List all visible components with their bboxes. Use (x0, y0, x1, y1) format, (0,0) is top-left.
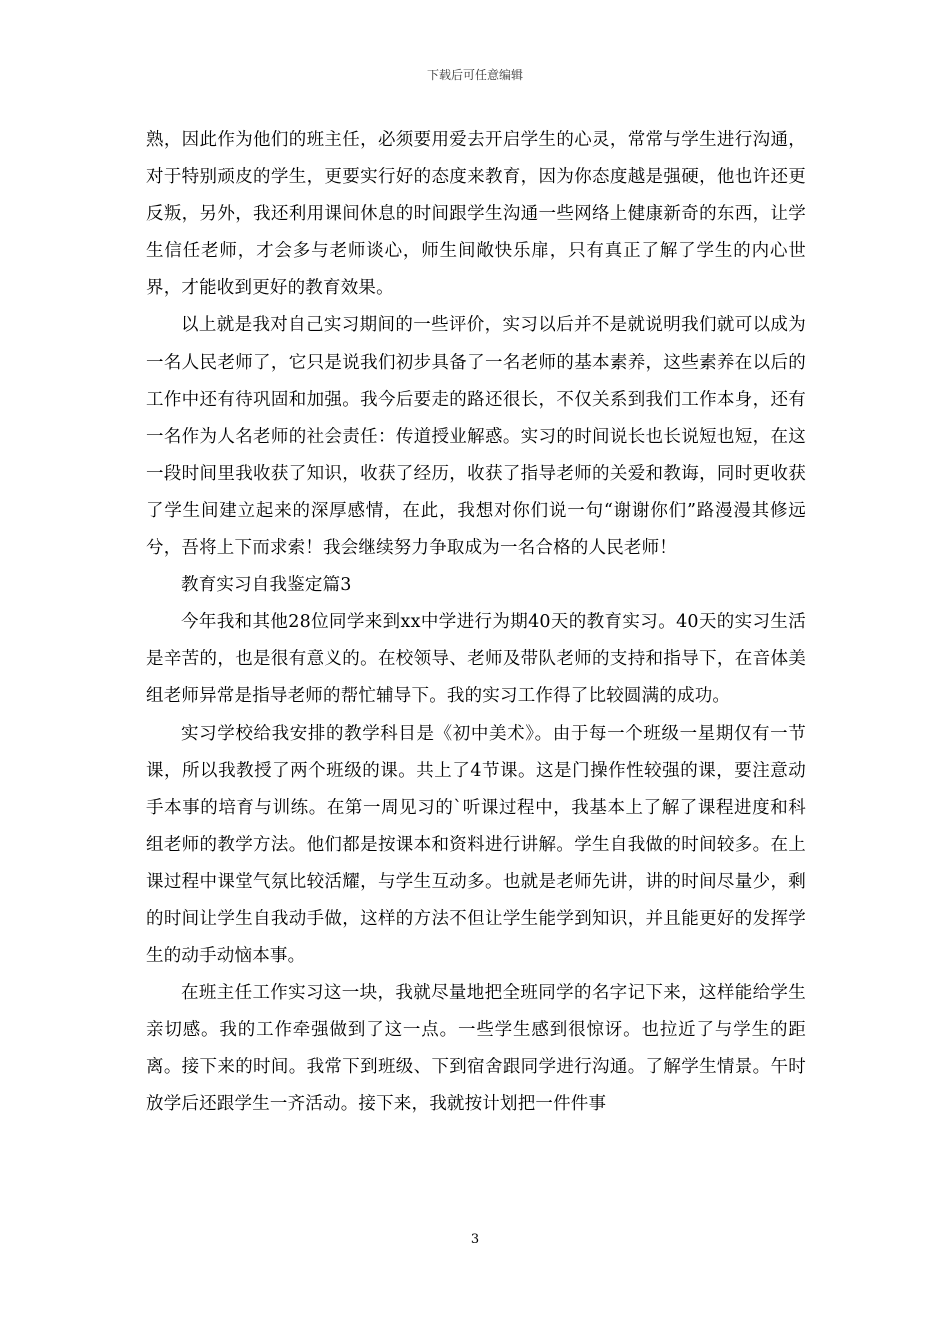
section-heading: 教育实习自我鉴定篇3 (181, 575, 352, 596)
document-body (146, 122, 806, 1124)
page-header: 下载后可任意编辑 (426, 68, 523, 82)
paragraph: 以上就是我对自己实习期间的一些评价，实习以后并不是就说明我们就可以成为一名人民老师了，它只是说我们初步具备了一名老师的基本素养，这些素养在以后的工作中还有待巩固和加强。我今后要走的路还很长，不仅关系到我们工作本身，还有一名作为人名老师的社会责任：传道授业解惑。实习的时间说长也长说短也短，在这一段时间里我收获了知识，收获了经历，收获了指导老师的关爱和教诲，同时更收获了学生间建立起来的深厚感情，在此，我想对你们说一句“谢谢你们”路漫漫其修远兮，吾将上下而求索！我会继续努力争取成为一名合格的人民老师！ (146, 315, 806, 559)
paragraph: 在班主任工作实习这一块，我就尽量地把全班同学的名字记下来，这样能给学生亲切感。我的工作牵强做到了这一点。一些学生感到很惊讶。也拉近了与学生的距离。接下来的时间。我常下到班级、下到宿舍跟同学进行沟通。了解学生情景。午时放学后还跟学生一齐活动。接下来，我就按计划把一件件事 (146, 983, 806, 1115)
paragraph: 实习学校给我安排的教学科目是《初中美术》。由于每一个班级一星期仅有一节课，所以我教授了两个班级的课。共上了4节课。这是门操作性较强的课，要注意动手本事的培育与训练。在第一周见习的`听课过程中，我基本上了解了课程进度和科组老师的教学方法。他们都是按课本和资料进行讲解。学生自我做的时间较多。在上课过程中课堂气氛比较活耀，与学生互动多。也就是老师先讲，讲的时间尽量少，剩的时间让学生自我动手做，这样的方法不但让学生能学到知识，并且能更好的发挥学生的动手动恼本事。 (146, 723, 806, 967)
paragraph-continued: 熟，因此作为他们的班主任，必须要用爱去开启学生的心灵，常常与学生进行沟通，对于特别顽皮的学生，更要实行好的态度来教育，因为你态度越是强硬，他也许还更反叛，另外，我还利用课间休息的时间跟学生沟通一些网络上健康新奇的东西，让学生信任老师，才会多与老师谈心，师生间敞快乐扉，只有真正了解了学生的内心世界，才能收到更好的教育效果。 (146, 130, 806, 299)
page-number: 3 (470, 1232, 480, 1247)
paragraph: 今年我和其他28位同学来到xx中学进行为期40天的教育实习。40天的实习生活是辛苦的，也是很有意义的。在校领导、老师及带队老师的支持和指导下，在音体美组老师异常是指导老师的帮忙辅导下。我的实习工作得了比较圆满的成功。 (146, 612, 806, 707)
